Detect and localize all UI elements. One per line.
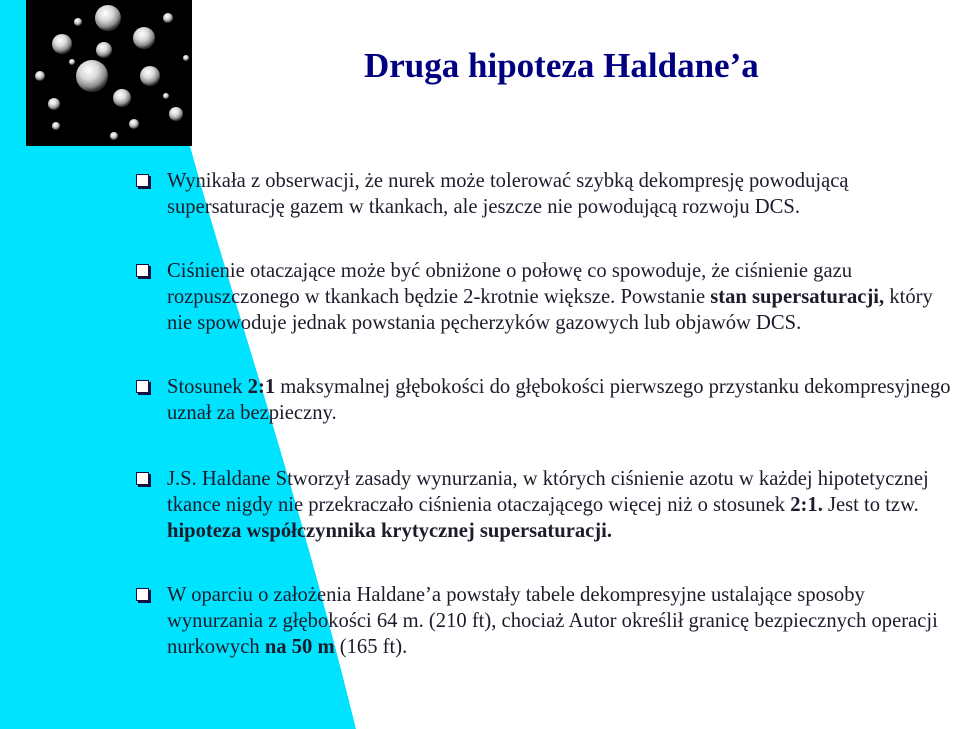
bubble [96, 42, 112, 58]
bubble [52, 122, 60, 130]
checkbox-bullet-icon [136, 174, 149, 187]
text: (165 ft). [334, 636, 408, 658]
bullet-item [167, 582, 957, 660]
bubble [74, 18, 82, 26]
text: Ciśnienie otaczające może być obniżone o połowę co spowoduje, że ciśnienie gazu rozpuszczonego w tkankach będzie 2-krotnie większe. Powstanie [167, 260, 853, 308]
bold-text: 2:1. [790, 494, 823, 516]
bubble [76, 60, 108, 92]
bullet-item [167, 374, 957, 426]
bubble [163, 13, 173, 23]
text: W oparciu o założenia Haldane’a powstały tabele dekompresyjne ustalające sposoby wynurzania z głębokości 64 m. (210 ft), chociaż Autor określił granicę bezpiecznych operacji nurkowych [167, 584, 938, 658]
bubble [133, 27, 155, 49]
bullet-item [167, 258, 957, 336]
bold-text: na 50 m [264, 636, 335, 658]
bubble [113, 89, 131, 107]
text: Wynikała z obserwacji, że nurek może tolerować szybką dekompresję powodującą supersaturację gazem w tkankach, ale jeszcze nie powodującą rozwoju DCS. [167, 170, 849, 218]
bullet-item [167, 168, 957, 220]
bubble [69, 59, 75, 65]
bubble [163, 93, 169, 99]
bold-text: stan supersaturacji, [710, 286, 885, 308]
bubble [48, 98, 60, 110]
bold-text: hipoteza współczynnika krytycznej supersaturacji. [167, 520, 613, 542]
bubble [110, 132, 118, 140]
checkbox-bullet-icon [136, 588, 149, 601]
bubble [183, 55, 189, 61]
bubble [169, 107, 183, 121]
text: który nie spowoduje jednak powstania pęcherzyków gazowych lub objawów DCS. [167, 286, 933, 334]
text: Jest to tzw. [822, 494, 919, 516]
slide-title: Druga hipoteza Haldane’a [364, 46, 759, 85]
checkbox-bullet-icon [136, 380, 149, 393]
bubble [95, 5, 121, 31]
bubble [129, 119, 139, 129]
bold-text: 2:1 [247, 376, 276, 398]
text: maksymalnej głębokości do głębokości pierwszego przystanku dekompresyjnego uznał za bezpieczny. [167, 376, 951, 424]
text: J.S. Haldane Stworzył zasady wynurzania, w których ciśnienie azotu w każdej hipotetycznej tkance nigdy nie przekraczało ciśnienia otaczającego więcej niż o stosunek [167, 468, 929, 516]
checkbox-bullet-icon [136, 472, 149, 485]
bullet-item [167, 466, 957, 544]
bubble [140, 66, 160, 86]
checkbox-bullet-icon [136, 264, 149, 277]
bubble [52, 34, 72, 54]
text: Stosunek [167, 376, 248, 398]
bubble [35, 71, 45, 81]
bubbles-picture [26, 0, 192, 146]
